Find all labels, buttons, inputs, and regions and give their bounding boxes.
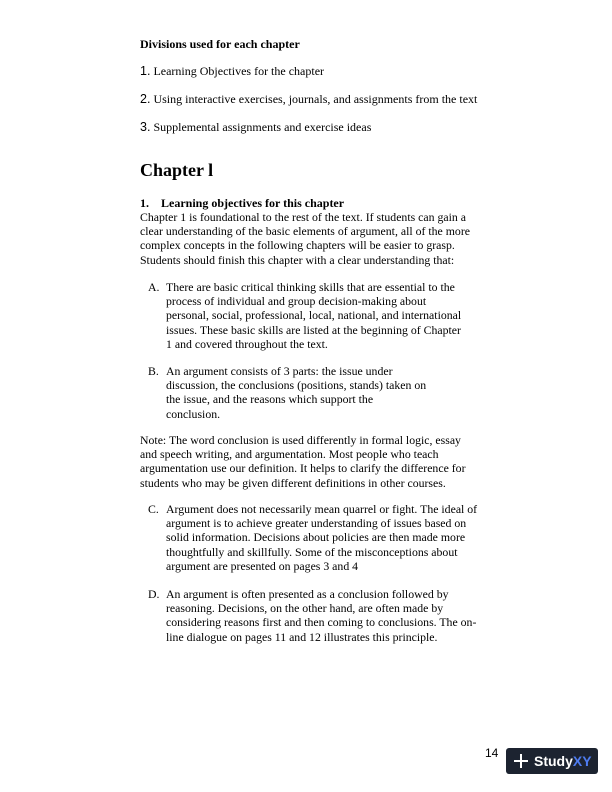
list-marker: D. — [148, 587, 160, 601]
list-item-line: considering reasons first and then coming to conclusions. The on- — [166, 615, 477, 630]
list-item-a — [148, 280, 508, 351]
list-item-line: process of individual and group decision-making about — [166, 294, 427, 309]
list-item-line: An argument is often presented as a conclusion followed by — [166, 587, 449, 601]
list-marker: A. — [148, 280, 160, 294]
list-item-line: personal, social, professional, local, national, and international — [166, 308, 462, 323]
list-item-line: argument are presented on pages 3 and 4 — [166, 558, 359, 573]
list-item-line: discussion, the conclusions (positions, stands) taken on — [166, 378, 427, 393]
studyxy-badge[interactable] — [506, 748, 598, 774]
page-number: 14 — [485, 746, 499, 760]
division-item-number: 2. — [140, 92, 151, 106]
division-item — [140, 120, 371, 135]
badge-label — [534, 753, 592, 769]
paragraph-line: and speech writing, and argumentation. Most people who teach — [140, 447, 439, 462]
paragraph-line: students who may be given different definitions in other courses. — [140, 475, 446, 490]
chapter-title: Chapter l — [140, 160, 214, 180]
badge-text-main: Study — [534, 753, 573, 769]
division-item-number: 3. — [140, 120, 151, 134]
paragraph-line: Note: The word conclusion is used differently in formal logic, essay — [140, 433, 461, 447]
intro-paragraph — [140, 210, 490, 267]
paragraph-line: clear understanding of the basic elements of argument, all of the more — [140, 224, 470, 239]
list-item-line: An argument consists of 3 parts: the issue under — [166, 364, 393, 378]
plus-icon — [514, 754, 528, 768]
list-item-line: thoughtfully and skillfully. Some of the misconceptions about — [166, 544, 458, 559]
list-item-line: conclusion. — [166, 406, 221, 421]
list-item-c — [148, 502, 508, 573]
list-marker: C. — [148, 502, 159, 516]
paragraph-line: Chapter 1 is foundational to the rest of the text. If students can gain a — [140, 210, 466, 224]
section-number: 1. — [140, 196, 149, 210]
paragraph-line: argumentation use our definition. It helps to clarify the difference for — [140, 461, 466, 476]
division-item-text: Using interactive exercises, journals, and assignments from the text — [153, 92, 478, 106]
list-item-d — [148, 587, 508, 644]
divisions-heading: Divisions used for each chapter — [140, 37, 300, 51]
list-item-b — [148, 364, 508, 421]
section-heading — [140, 196, 344, 211]
list-item-line: Argument does not necessarily mean quarrel or fight. The ideal of — [166, 502, 478, 516]
division-item — [140, 92, 477, 107]
list-item-line: 1 and covered throughout the text. — [166, 336, 328, 351]
paragraph-line: Students should finish this chapter with a clear understanding that: — [140, 252, 455, 267]
list-item-line: solid information. Decisions about policies are then made more — [166, 530, 466, 545]
list-item-line: issues. These basic skills are listed at the beginning of Chapter — [166, 322, 461, 337]
list-item-line: argument is to achieve greater understanding of issues based on — [166, 516, 467, 531]
note-paragraph — [140, 433, 490, 490]
paragraph-line: complex concepts in the following chapters will be easier to grasp. — [140, 238, 455, 253]
division-item-number: 1. — [140, 64, 151, 78]
list-item-line: reasoning. Decisions, on the other hand, are often made by — [166, 601, 444, 616]
division-item-text: Supplemental assignments and exercise ideas — [153, 120, 372, 134]
division-item — [140, 64, 324, 79]
list-marker: B. — [148, 364, 159, 378]
division-item-text: Learning Objectives for the chapter — [153, 64, 325, 78]
list-item-line: line dialogue on pages 11 and 12 illustrates this principle. — [166, 629, 438, 644]
section-title: Learning objectives for this chapter — [161, 196, 345, 210]
list-item-line: the issue, and the reasons which support the — [166, 392, 374, 407]
badge-text-accent: XY — [572, 753, 592, 769]
list-item-line: There are basic critical thinking skills that are essential to the — [166, 280, 455, 294]
